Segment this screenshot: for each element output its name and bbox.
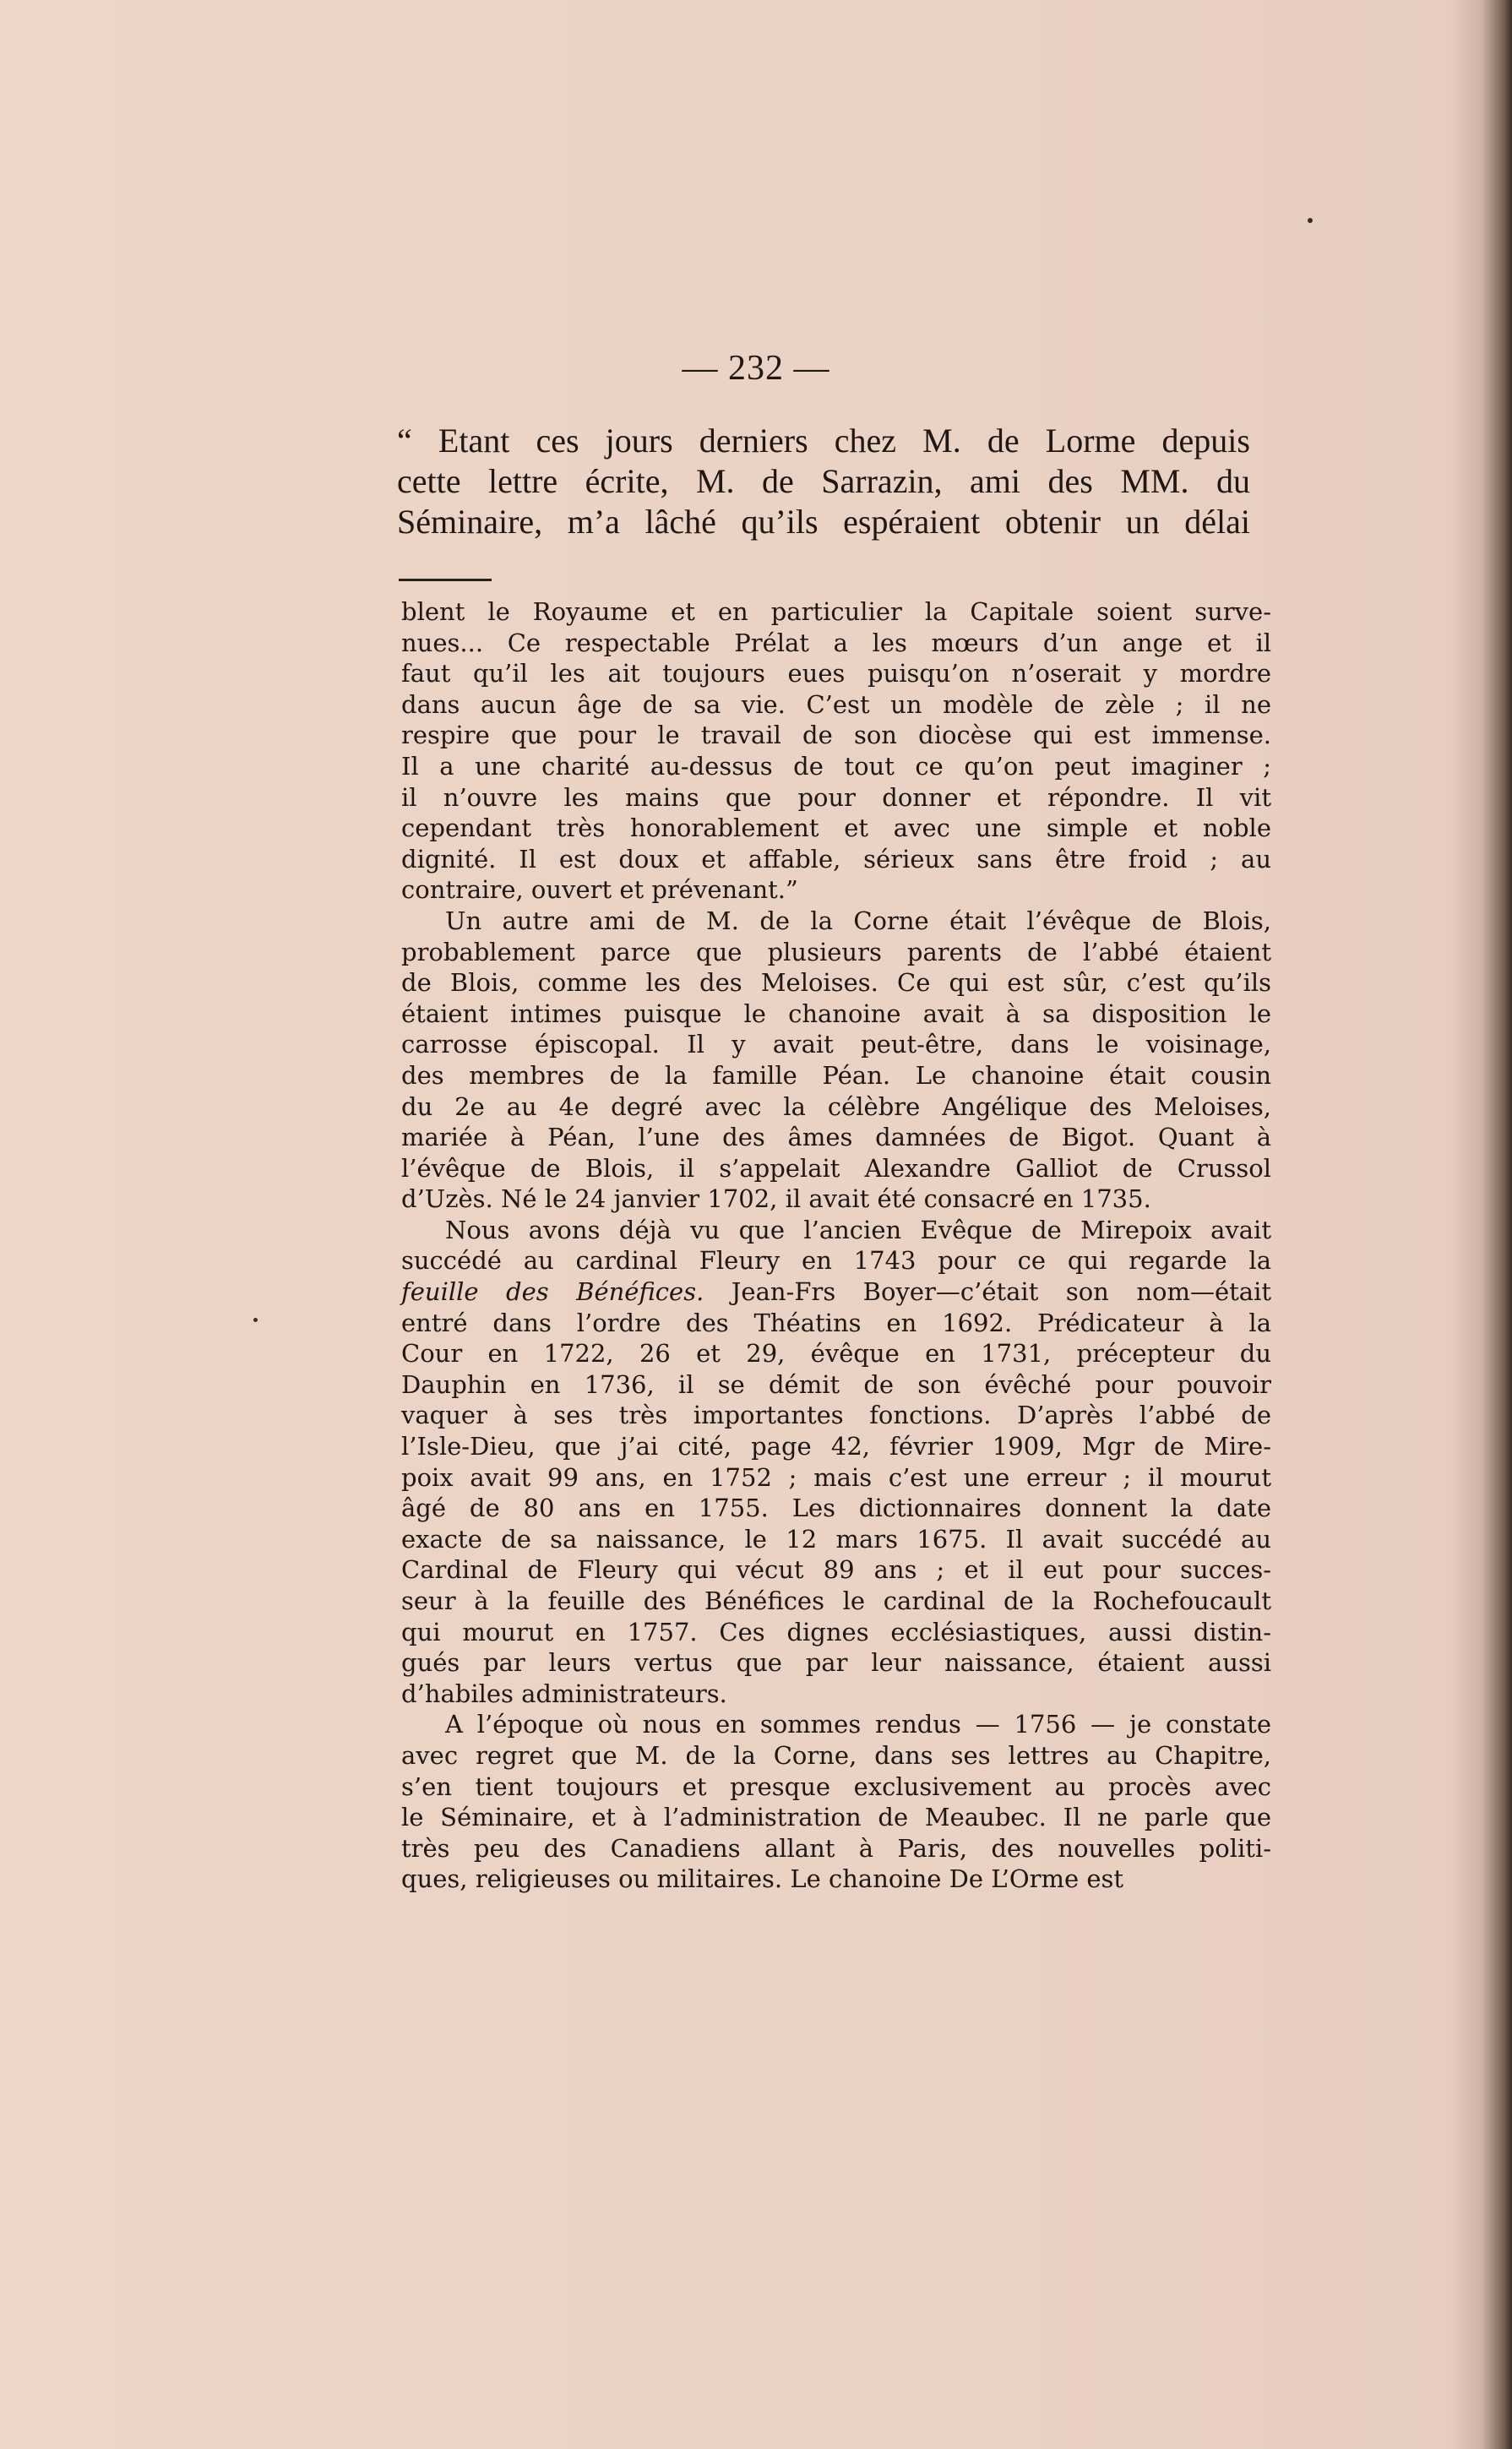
text-line: poix avait 99 ans, en 1752 ; mais c’est une erreur ; il mourut — [401, 1462, 1271, 1492]
paragraph — [401, 1215, 1271, 1710]
text-line: cependant très honorablement et avec une simple et noble — [401, 814, 1271, 843]
italic-title: feuille des Bénéfices. — [401, 1277, 704, 1307]
text-line: de Blois, comme les des Meloises. Ce qui est sûr, c’est qu’ils — [401, 968, 1271, 998]
paragraph — [401, 1709, 1271, 1895]
text-line: vaquer à ses très importantes fonctions. D’après l’abbé de — [401, 1401, 1271, 1430]
text-line: d’habiles administrateurs. — [401, 1679, 727, 1708]
text-line: il n’ouvre les mains que pour donner et répondre. Il vit — [401, 782, 1271, 812]
text-line: seur à la feuille des Bénéfices le cardinal de la Rochefoucault — [401, 1586, 1271, 1615]
paper-speck — [1308, 218, 1313, 223]
text-line: s’en tient toujours et presque exclusivement au procès avec — [401, 1771, 1271, 1801]
text-line: du 2e au 4e degré avec la célèbre Angélique des Meloises, — [401, 1091, 1271, 1121]
text-line: respire que pour le travail de son diocèse qui est immense. — [401, 721, 1271, 750]
text-line: probablement parce que plusieurs parents de l’abbé étaient — [401, 937, 1271, 966]
text-line: succédé au cardinal Fleury en 1743 pour ce qui regarde la — [401, 1246, 1271, 1276]
text-line: cette lettre écrite, M. de Sarrazin, ami des MM. du — [397, 462, 1250, 500]
paper-speck — [253, 1318, 258, 1322]
text-line: entré dans l’ordre des Théatins en 1692. Prédicateur à la — [401, 1308, 1271, 1337]
text-line: feuille des Bénéfices. Jean-Frs Boyer—c’était son nom—était — [401, 1277, 1272, 1307]
text-line: l’évêque de Blois, il s’appelait Alexandre Galliot de Crussol — [401, 1153, 1271, 1183]
text-line: Il a une charité au-dessus de tout ce qu’on peut imaginer ; — [401, 751, 1271, 781]
text-line: exacte de sa naissance, le 12 mars 1675. Il avait succédé au — [401, 1524, 1271, 1554]
footnote-body — [401, 596, 1271, 1895]
text-line: dignité. Il est doux et affable, sérieux sans être froid ; au — [401, 844, 1271, 873]
text-line: mariée à Péan, l’une des âmes damnées de Bigot. Quant à — [401, 1123, 1271, 1152]
text-line: étaient intimes puisque le chanoine avait à sa disposition le — [401, 999, 1271, 1028]
text-line: Cardinal de Fleury qui vécut 89 ans ; et il eut pour succes- — [401, 1555, 1271, 1585]
text-line: âgé de 80 ans en 1755. Les dictionnaires donnent la date — [401, 1494, 1271, 1523]
text-line: “ Etant ces jours derniers chez M. de Lorme depuis — [397, 422, 1250, 460]
text-line: faut qu’il les ait toujours eues puisqu’on n’oserait y mordre — [401, 659, 1271, 688]
text-line: dans aucun âge de sa vie. C’est un modèle de zèle ; il ne — [401, 689, 1271, 719]
text-line: Cour en 1722, 26 et 29, évêque en 1731, précepteur du — [401, 1339, 1271, 1369]
text-line: d’Uzès. Né le 24 janvier 1702, il avait été consacré en 1735. — [401, 1184, 1151, 1214]
text-line: A l’époque où nous en sommes rendus — 1756 — je constate — [445, 1710, 1271, 1739]
text-line: contraire, ouvert et prévenant.” — [401, 875, 798, 905]
text-line: avec regret que M. de la Corne, dans ses lettres au Chapitre, — [401, 1740, 1271, 1770]
footnote-rule — [399, 579, 492, 581]
top-paragraph — [397, 421, 1250, 542]
paragraph — [401, 906, 1271, 1215]
text-line: nues... Ce respectable Prélat a les mœurs d’un ange et il — [401, 628, 1271, 657]
paragraph — [401, 596, 1271, 906]
text-line: carrosse épiscopal. Il y avait peut-être, dans le voisinage, — [401, 1030, 1271, 1059]
text-line: Dauphin en 1736, il se démit de son évêché pour pouvoir — [401, 1369, 1271, 1399]
text-line: le Séminaire, et à l’administration de Meaubec. Il ne parle que — [401, 1803, 1271, 1832]
text-line: Nous avons déjà vu que l’ancien Evêque de Mirepoix avait — [445, 1215, 1271, 1244]
text-line: blent le Royaume et en particulier la Capitale soient surve- — [401, 597, 1271, 626]
text-line: très peu des Canadiens allant à Paris, des nouvelles politi- — [401, 1833, 1271, 1863]
text-line: Un autre ami de M. de la Corne était l’évêque de Blois, — [445, 906, 1271, 935]
text-line: qui mourut en 1757. Ces dignes ecclésiastiques, aussi distin- — [401, 1617, 1271, 1646]
page-number: — 232 — — [682, 349, 830, 388]
text-line: l’Isle-Dieu, que j’ai cité, page 42, février 1909, Mgr de Mire- — [401, 1432, 1271, 1461]
text-line: des membres de la famille Péan. Le chanoine était cousin — [401, 1060, 1271, 1090]
text-line: gués par leurs vertus que par leur naissance, étaient aussi — [401, 1648, 1271, 1678]
text-line: Séminaire, m’a lâché qu’ils espéraient obtenir un délai — [397, 503, 1250, 541]
text-line: ques, religieuses ou militaires. Le chanoine De L’Orme est — [401, 1864, 1124, 1894]
